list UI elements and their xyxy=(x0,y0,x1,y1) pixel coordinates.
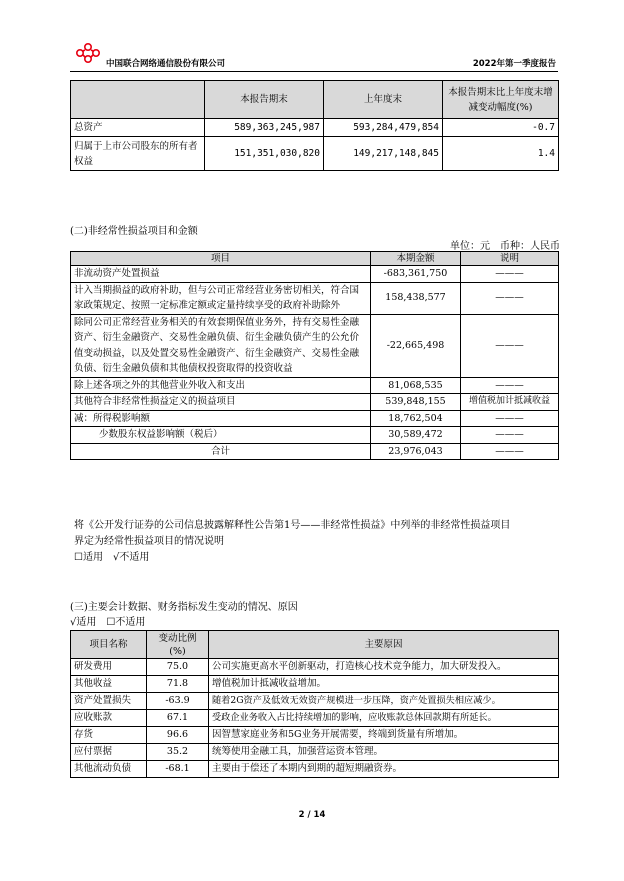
change-reason: 随着2G资产及低效无效资产规模进一步压降，资产处置损失相应减少。 xyxy=(209,693,559,710)
disclosure-paragraph xyxy=(74,518,560,566)
page-header xyxy=(70,40,558,72)
change-reason: 受政企业务收入占比持续增加的影响，应收账款总体回款期有所延长。 xyxy=(209,710,559,727)
change-ratio: -68.1 xyxy=(147,761,209,778)
change-reason: 公司实施更高水平创新驱动，打造核心技术竞争能力，加大研发投入。 xyxy=(209,659,559,676)
table-row xyxy=(71,394,559,411)
table1-header-blank xyxy=(71,81,205,119)
section3-options: √适用 ☐不适用 xyxy=(70,617,146,628)
unit-label: 单位：元 币种：人民币 xyxy=(450,241,560,252)
change-reason: 因智慧家庭业务和5G业务开展需要，终端到货量有所增加。 xyxy=(209,727,559,744)
item-name: 非流动资产处置损益 xyxy=(71,266,371,283)
table1-header-prior: 上年度末 xyxy=(324,81,443,119)
row-label: 归属于上市公司股东的所有者权益 xyxy=(71,137,205,171)
section2-title: (二)非经常性损益项目和金额 xyxy=(70,226,198,237)
item-note: ——— xyxy=(461,282,559,314)
table-row xyxy=(71,727,559,744)
item-name: 合计 xyxy=(71,443,371,460)
item-amount: 81,068,535 xyxy=(371,377,461,394)
item-note: 增值税加计抵减收益 xyxy=(461,394,559,411)
changes-reasons-table xyxy=(70,630,559,778)
table1-header-change: 本报告期末比上年度末增减变动幅度(%) xyxy=(443,81,559,119)
item-name: 其他符合非经常性损益定义的损益项目 xyxy=(71,394,371,411)
item-name: 少数股东权益影响额（税后） xyxy=(71,427,371,444)
change-ratio: 96.6 xyxy=(147,727,209,744)
table-row xyxy=(71,314,559,377)
item-name: 应收账款 xyxy=(71,710,147,727)
table3-header-name: 项目名称 xyxy=(71,631,147,659)
disclosure-line-2: 界定为经常性损益项目的情况说明 xyxy=(74,536,224,547)
item-name: 资产处置损失 xyxy=(71,693,147,710)
item-name: 减：所得税影响额 xyxy=(71,410,371,427)
item-name: 除上述各项之外的其他营业外收入和支出 xyxy=(71,377,371,394)
table3-header-ratio xyxy=(147,631,209,659)
section3-title: (三)主要会计数据、财务指标发生变动的情况、原因 xyxy=(70,602,298,613)
disclosure-line-1: 将《公开发行证券的公司信息披露解释性公告第1号——非经常性损益》中列举的非经常性损益项目 xyxy=(74,520,511,531)
change-ratio: 71.8 xyxy=(147,676,209,693)
prior-value: 149,217,148,845 xyxy=(324,137,443,171)
item-name: 计入当期损益的政府补助，但与公司正常经营业务密切相关，符合国家政策规定、按照一定标准定额或定量持续享受的政府补助除外 xyxy=(71,282,371,314)
applicability-options: ☐适用 √不适用 xyxy=(74,552,150,563)
table-row xyxy=(71,427,559,444)
non-recurring-items-table xyxy=(70,251,559,460)
table-row xyxy=(71,266,559,283)
change-value: 1.4 xyxy=(443,137,559,171)
item-note: ——— xyxy=(461,266,559,283)
change-ratio: -63.9 xyxy=(147,693,209,710)
item-note: ——— xyxy=(461,377,559,394)
item-amount: 23,976,043 xyxy=(371,443,461,460)
table1-header-current: 本报告期末 xyxy=(205,81,324,119)
change-reason: 主要由于偿还了本期内到期的超短期融资券。 xyxy=(209,761,559,778)
change-value: -0.7 xyxy=(443,119,559,137)
table-row xyxy=(71,137,559,171)
change-reason: 增值税加计抵减收益增加。 xyxy=(209,676,559,693)
table-row xyxy=(71,659,559,676)
item-name: 其他流动负债 xyxy=(71,761,147,778)
row-label: 总资产 xyxy=(71,119,205,137)
change-ratio: 35.2 xyxy=(147,744,209,761)
item-note: ——— xyxy=(461,427,559,444)
ratio-unit: (%) xyxy=(169,645,186,657)
table-row xyxy=(71,443,559,460)
change-reason: 统筹使用金融工具，加强营运资本管理。 xyxy=(209,744,559,761)
table2-header-amount: 本期金额 xyxy=(371,252,461,266)
item-amount: -22,665,498 xyxy=(371,314,461,377)
item-note: ——— xyxy=(461,443,559,460)
current-value: 151,351,030,820 xyxy=(205,137,324,171)
assets-equity-table xyxy=(70,80,559,171)
page-number: 2 / 14 xyxy=(298,810,326,820)
item-amount: 18,762,504 xyxy=(371,410,461,427)
table-row xyxy=(71,282,559,314)
change-ratio: 75.0 xyxy=(147,659,209,676)
report-title: 2022年第一季度报告 xyxy=(472,59,556,69)
item-name: 除同公司正常经营业务相关的有效套期保值业务外，持有交易性金融资产、衍生金融资产、交易性金融负债、衍生金融负债产生的公允价值变动损益，以及处置交易性金融资产、衍生金融资产、交易性金融负债、衍生金融负债和其他债权投资取得的投资收益 xyxy=(71,314,371,377)
item-note: ——— xyxy=(461,314,559,377)
table-row xyxy=(71,676,559,693)
current-value: 589,363,245,987 xyxy=(205,119,324,137)
item-name: 应付票据 xyxy=(71,744,147,761)
table-row xyxy=(71,744,559,761)
table3-header-reason: 主要原因 xyxy=(209,631,559,659)
ratio-label: 变动比例 xyxy=(158,632,197,644)
prior-value: 593,284,479,854 xyxy=(324,119,443,137)
table2-header-note: 说明 xyxy=(461,252,559,266)
item-note: ——— xyxy=(461,410,559,427)
table-row xyxy=(71,761,559,778)
change-ratio: 67.1 xyxy=(147,710,209,727)
table-row xyxy=(71,119,559,137)
table2-header-item: 项目 xyxy=(71,252,371,266)
item-name: 存货 xyxy=(71,727,147,744)
item-amount: -683,361,750 xyxy=(371,266,461,283)
china-unicom-logo-icon xyxy=(74,42,102,64)
item-name: 其他收益 xyxy=(71,676,147,693)
item-amount: 30,589,472 xyxy=(371,427,461,444)
item-name: 研发费用 xyxy=(71,659,147,676)
table-row xyxy=(71,377,559,394)
table-row xyxy=(71,410,559,427)
table-row xyxy=(71,710,559,727)
company-name: 中国联合网络通信股份有限公司 xyxy=(106,59,226,69)
item-amount: 539,848,155 xyxy=(371,394,461,411)
item-amount: 158,438,577 xyxy=(371,282,461,314)
table-row xyxy=(71,693,559,710)
